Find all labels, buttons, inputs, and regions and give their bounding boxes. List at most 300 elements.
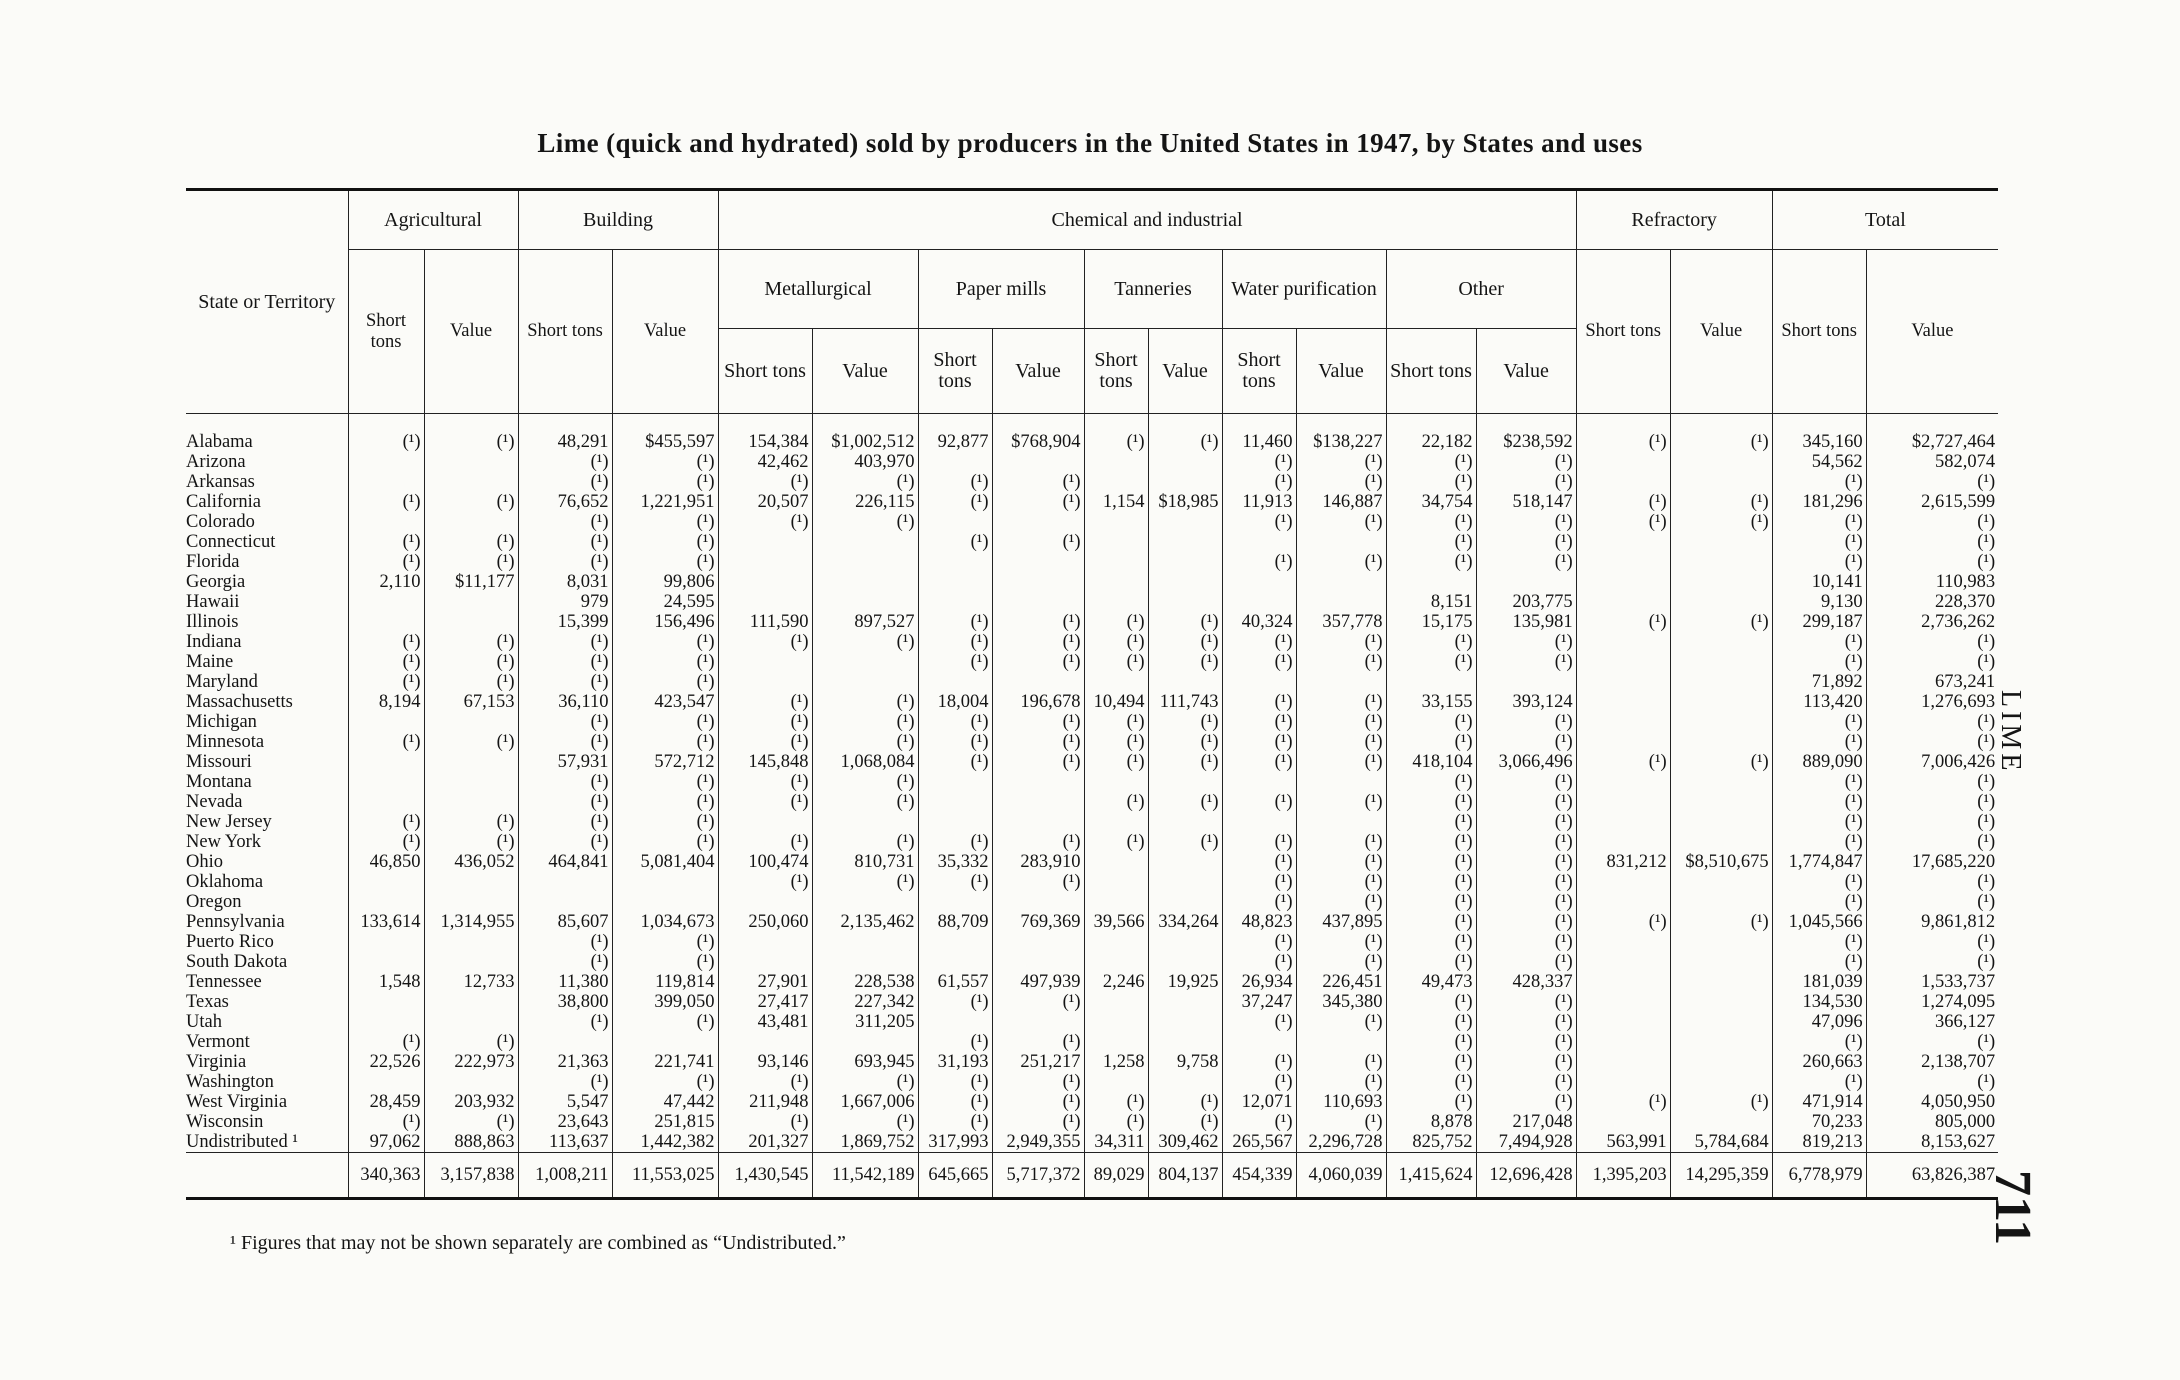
table-cell: 251,815 [612, 1112, 718, 1132]
table-cell: (¹) [918, 632, 992, 652]
table-cell [1576, 632, 1670, 652]
table-cell: 299,187 [1772, 612, 1866, 632]
table-cell: (¹) [1476, 872, 1576, 892]
table-cell: (¹) [1386, 932, 1476, 952]
table-cell [812, 532, 918, 552]
total-cell: 645,665 [918, 1153, 992, 1199]
table-cell [1222, 772, 1296, 792]
building-value-header: Value [612, 250, 718, 414]
table-cell: (¹) [1386, 812, 1476, 832]
table-row [186, 592, 1998, 612]
table-cell: (¹) [1386, 1052, 1476, 1072]
table-cell [1148, 1032, 1222, 1052]
table-cell: (¹) [424, 532, 518, 552]
table-cell: (¹) [1576, 612, 1670, 632]
table-cell: 20,507 [718, 492, 812, 512]
table-cell [918, 1012, 992, 1032]
table-cell: 99,806 [612, 572, 718, 592]
table-cell: (¹) [1866, 952, 1998, 972]
table-cell: (¹) [918, 472, 992, 492]
table-cell: (¹) [612, 652, 718, 672]
total-cell: 11,542,189 [812, 1153, 918, 1199]
table-cell: 436,052 [424, 852, 518, 872]
table-cell: (¹) [718, 772, 812, 792]
table-cell [1670, 672, 1772, 692]
table-cell: (¹) [918, 532, 992, 552]
table-cell: (¹) [1222, 652, 1296, 672]
table-cell: 46,850 [348, 852, 424, 872]
table-cell: (¹) [1772, 772, 1866, 792]
chemical-industrial-header: Chemical and industrial [718, 190, 1576, 250]
table-cell: 497,939 [992, 972, 1084, 992]
table-cell [1084, 552, 1148, 572]
table-cell [518, 872, 612, 892]
table-cell: 181,296 [1772, 492, 1866, 512]
table-cell: 810,731 [812, 852, 918, 872]
table-cell [1296, 812, 1386, 832]
table-cell [1084, 572, 1148, 592]
table-cell: 1,533,737 [1866, 972, 1998, 992]
tanneries-value-header: Value [1148, 329, 1222, 414]
table-cell: 11,460 [1222, 414, 1296, 453]
table-cell [918, 952, 992, 972]
state-name-cell: Wisconsin [186, 1112, 264, 1132]
table-cell: $2,727,464 [1866, 414, 1998, 453]
table-cell [348, 752, 424, 772]
table-cell: (¹) [1222, 512, 1296, 532]
table-row [186, 752, 1998, 772]
table-cell: (¹) [992, 1092, 1084, 1112]
table-cell: (¹) [1084, 752, 1148, 772]
table-cell: (¹) [1386, 632, 1476, 652]
table-cell [518, 1032, 612, 1052]
table-cell: (¹) [518, 772, 612, 792]
table-cell [1296, 532, 1386, 552]
table-cell [1670, 812, 1772, 832]
table-cell: $11,177 [424, 572, 518, 592]
table-cell: (¹) [1866, 532, 1998, 552]
table-cell [424, 772, 518, 792]
table-row [186, 952, 1998, 972]
table-cell: 17,685,220 [1866, 852, 1998, 872]
paper-mills-header: Paper mills [918, 250, 1084, 329]
table-cell: (¹) [348, 1032, 424, 1052]
state-name-cell: South Dakota [186, 952, 288, 972]
water-purification-short-tons-header: Short tons [1222, 329, 1296, 414]
agricultural-short-tons-header: Short tons [348, 250, 424, 414]
table-row [186, 872, 1998, 892]
table-cell: 8,194 [348, 692, 424, 712]
table-cell: (¹) [1866, 792, 1998, 812]
table-cell [918, 672, 992, 692]
table-cell: 217,048 [1476, 1112, 1576, 1132]
state-name-cell: Colorado [186, 512, 255, 532]
table-cell: (¹) [1222, 932, 1296, 952]
state-header: State or Territory [186, 190, 348, 414]
table-cell [1670, 972, 1772, 992]
running-head-lime: LIME [1995, 690, 2026, 775]
table-cell: (¹) [1222, 852, 1296, 872]
table-cell: 897,527 [812, 612, 918, 632]
table-cell: (¹) [1084, 1092, 1148, 1112]
table-cell: (¹) [918, 1032, 992, 1052]
total-cell: 1,430,545 [718, 1153, 812, 1199]
table-cell: 8,878 [1386, 1112, 1476, 1132]
table-cell: 5,784,684 [1670, 1132, 1772, 1153]
table-cell: (¹) [1866, 712, 1998, 732]
table-cell: (¹) [518, 472, 612, 492]
state-name-cell: Maine [186, 652, 234, 672]
table-cell: 201,327 [718, 1132, 812, 1153]
table-cell: (¹) [718, 792, 812, 812]
table-cell: (¹) [1084, 712, 1148, 732]
tanneries-header: Tanneries [1084, 250, 1222, 329]
total-cell: 6,778,979 [1772, 1153, 1866, 1199]
table-cell [1148, 992, 1222, 1012]
table-cell: (¹) [518, 792, 612, 812]
table-cell: (¹) [1386, 512, 1476, 532]
table-cell: 2,736,262 [1866, 612, 1998, 632]
table-cell: (¹) [812, 472, 918, 492]
table-cell: (¹) [718, 732, 812, 752]
table-cell: 7,494,928 [1476, 1132, 1576, 1153]
table-row [186, 892, 1998, 912]
building-short-tons-header: Short tons [518, 250, 612, 414]
table-cell: (¹) [1576, 512, 1670, 532]
table-cell: (¹) [718, 512, 812, 532]
table-cell: (¹) [1476, 712, 1576, 732]
table-cell [348, 892, 424, 912]
table-cell: 345,380 [1296, 992, 1386, 1012]
table-cell: (¹) [992, 652, 1084, 672]
table-cell: (¹) [612, 1072, 718, 1092]
table-cell: (¹) [1296, 1112, 1386, 1132]
table-cell: (¹) [612, 812, 718, 832]
table-cell: (¹) [1772, 732, 1866, 752]
table-cell: (¹) [1476, 932, 1576, 952]
footnote: ¹ Figures that may not be shown separately are combined as “Undistributed.” [230, 1232, 846, 1254]
table-cell: (¹) [518, 1012, 612, 1032]
table-cell: (¹) [424, 632, 518, 652]
table-cell: (¹) [918, 732, 992, 752]
table-cell: 43,481 [718, 1012, 812, 1032]
table-cell: 10,141 [1772, 572, 1866, 592]
table-cell: 260,663 [1772, 1052, 1866, 1072]
total-cell: 3,157,838 [424, 1153, 518, 1199]
table-cell [718, 532, 812, 552]
table-cell: 251,217 [992, 1052, 1084, 1072]
table-cell: (¹) [918, 992, 992, 1012]
totals-row [186, 1153, 1998, 1199]
table-cell: 119,814 [612, 972, 718, 992]
table-cell [1084, 592, 1148, 612]
table-cell [812, 1032, 918, 1052]
table-cell [1670, 792, 1772, 812]
table-cell: (¹) [1296, 852, 1386, 872]
metallurgical-header: Metallurgical [718, 250, 918, 329]
table-cell: (¹) [612, 952, 718, 972]
table-cell: (¹) [518, 1072, 612, 1092]
total-header: Total [1772, 190, 1998, 250]
table-cell [1222, 672, 1296, 692]
table-cell: (¹) [612, 712, 718, 732]
table-cell: (¹) [1476, 852, 1576, 872]
table-cell: 5,547 [518, 1092, 612, 1112]
table-cell [918, 452, 992, 472]
table-cell: 37,247 [1222, 992, 1296, 1012]
table-cell [612, 1032, 718, 1052]
table-cell: (¹) [518, 552, 612, 572]
table-cell: (¹) [1222, 452, 1296, 472]
state-name-cell: Utah [186, 1012, 222, 1032]
table-cell: (¹) [518, 652, 612, 672]
table-cell: 67,153 [424, 692, 518, 712]
table-cell [992, 572, 1084, 592]
table-cell: (¹) [348, 812, 424, 832]
table-cell: 825,752 [1386, 1132, 1476, 1153]
table-cell [348, 512, 424, 532]
water-purification-header: Water purification [1222, 250, 1386, 329]
table-cell: 888,863 [424, 1132, 518, 1153]
table-cell: (¹) [1084, 792, 1148, 812]
table-cell: (¹) [518, 932, 612, 952]
table-cell [992, 452, 1084, 472]
table-cell: (¹) [1222, 632, 1296, 652]
table-row [186, 1012, 1998, 1032]
paper-mills-short-tons-header: Short tons [918, 329, 992, 414]
table-cell: (¹) [1084, 612, 1148, 632]
table-cell: 228,538 [812, 972, 918, 992]
table-cell: $138,227 [1296, 414, 1386, 453]
table-cell: (¹) [1296, 1012, 1386, 1032]
table-cell: (¹) [1772, 792, 1866, 812]
table-cell: (¹) [1222, 1052, 1296, 1072]
table-cell [812, 592, 918, 612]
table-cell: 110,693 [1296, 1092, 1386, 1112]
table-cell [918, 552, 992, 572]
table-cell: (¹) [992, 832, 1084, 852]
table-cell: (¹) [518, 952, 612, 972]
table-cell: 88,709 [918, 912, 992, 932]
table-cell: (¹) [1084, 414, 1148, 453]
table-cell: (¹) [918, 612, 992, 632]
table-cell: (¹) [1476, 1092, 1576, 1112]
table-cell: 1,154 [1084, 492, 1148, 512]
table-cell: (¹) [612, 672, 718, 692]
totals-label-cell [186, 1153, 348, 1199]
state-name-cell: New York [186, 832, 262, 852]
table-cell: (¹) [424, 812, 518, 832]
table-cell: (¹) [518, 832, 612, 852]
table-cell [1576, 772, 1670, 792]
table-cell: (¹) [1866, 932, 1998, 952]
table-cell: 145,848 [718, 752, 812, 772]
table-cell: 110,983 [1866, 572, 1998, 592]
table-cell [612, 892, 718, 912]
table-cell: 211,948 [718, 1092, 812, 1112]
table-cell: (¹) [1772, 632, 1866, 652]
table-cell [348, 612, 424, 632]
table-cell: 10,494 [1084, 692, 1148, 712]
table-cell [348, 472, 424, 492]
table-cell [812, 652, 918, 672]
table-cell: (¹) [1476, 912, 1576, 932]
table-cell [1670, 1112, 1772, 1132]
table-cell: (¹) [918, 492, 992, 512]
table-cell [1084, 892, 1148, 912]
table-cell [918, 512, 992, 532]
table-cell: (¹) [612, 632, 718, 652]
table-cell: 8,153,627 [1866, 1132, 1998, 1153]
table-cell: (¹) [1866, 632, 1998, 652]
table-cell [1670, 472, 1772, 492]
table-cell: (¹) [1866, 1032, 1998, 1052]
table-cell [1670, 832, 1772, 852]
table-cell: (¹) [1866, 652, 1998, 672]
table-cell [992, 772, 1084, 792]
table-cell: 464,841 [518, 852, 612, 872]
table-title: Lime (quick and hydrated) sold by producers in the United States in 1947, by States and uses [537, 128, 1643, 158]
table-cell: (¹) [612, 512, 718, 532]
table-cell [1222, 812, 1296, 832]
table-cell [348, 792, 424, 812]
table-cell: (¹) [1222, 712, 1296, 732]
table-cell: (¹) [424, 672, 518, 692]
table-cell: (¹) [518, 512, 612, 532]
table-cell [1670, 932, 1772, 952]
table-cell: (¹) [812, 772, 918, 792]
table-row [186, 692, 1998, 712]
table-cell [992, 812, 1084, 832]
table-cell [1576, 1052, 1670, 1072]
table-cell: (¹) [992, 1032, 1084, 1052]
table-cell: (¹) [1222, 1012, 1296, 1032]
table-cell [1670, 872, 1772, 892]
table-cell: 889,090 [1772, 752, 1866, 772]
table-cell: 283,910 [992, 852, 1084, 872]
table-cell [1576, 1032, 1670, 1052]
table-cell: (¹) [1084, 1112, 1148, 1132]
table-cell: (¹) [1576, 492, 1670, 512]
table-cell [1576, 1072, 1670, 1092]
table-cell: (¹) [1476, 892, 1576, 912]
table-cell [718, 952, 812, 972]
state-name-cell: Virginia [186, 1052, 247, 1072]
table-cell [1148, 672, 1222, 692]
table-cell [1084, 952, 1148, 972]
state-name-cell: Connecticut [186, 532, 276, 552]
refractory-value-header: Value [1670, 250, 1772, 414]
table-cell [1476, 672, 1576, 692]
table-cell [918, 772, 992, 792]
table-cell: (¹) [612, 552, 718, 572]
table-cell: (¹) [1576, 414, 1670, 453]
table-cell: (¹) [1084, 632, 1148, 652]
table-cell: (¹) [1670, 512, 1772, 532]
table-cell: (¹) [424, 732, 518, 752]
table-cell: 399,050 [612, 992, 718, 1012]
table-cell [1670, 572, 1772, 592]
table-cell: (¹) [1476, 772, 1576, 792]
table-body [186, 414, 1998, 1153]
table-cell: 34,311 [1084, 1132, 1148, 1153]
table-cell [424, 1072, 518, 1092]
table-cell [424, 512, 518, 532]
table-cell: $455,597 [612, 414, 718, 453]
table-cell [1670, 552, 1772, 572]
table-cell: 27,417 [718, 992, 812, 1012]
table-cell: (¹) [1222, 752, 1296, 772]
table-cell: (¹) [518, 672, 612, 692]
table-row [186, 672, 1998, 692]
table-cell: $8,510,675 [1670, 852, 1772, 872]
table-cell [1576, 932, 1670, 952]
table-cell [1222, 572, 1296, 592]
table-cell: 805,000 [1866, 1112, 1998, 1132]
table-cell: (¹) [1296, 452, 1386, 472]
table-cell: (¹) [1296, 832, 1386, 852]
table-cell [1084, 1012, 1148, 1032]
table-cell [1670, 692, 1772, 712]
state-name-cell: Oregon [186, 892, 242, 912]
table-cell [718, 1032, 812, 1052]
table-cell: (¹) [1386, 952, 1476, 972]
table-cell: (¹) [1222, 952, 1296, 972]
table-cell: (¹) [992, 532, 1084, 552]
table-cell: 113,420 [1772, 692, 1866, 712]
table-cell: (¹) [1866, 892, 1998, 912]
table-cell [1576, 792, 1670, 812]
table-cell: (¹) [348, 652, 424, 672]
state-name-cell: Arkansas [186, 472, 255, 492]
table-cell [718, 812, 812, 832]
table-cell: 4,050,950 [1866, 1092, 1998, 1112]
table-cell: (¹) [1296, 792, 1386, 812]
table-cell [1084, 872, 1148, 892]
table-cell: (¹) [1222, 892, 1296, 912]
table-cell: (¹) [1866, 812, 1998, 832]
table-cell: (¹) [1386, 852, 1476, 872]
table-cell [1084, 852, 1148, 872]
table-cell: (¹) [918, 872, 992, 892]
table-cell: (¹) [1670, 1092, 1772, 1112]
table-cell: 222,973 [424, 1052, 518, 1072]
table-cell: (¹) [518, 532, 612, 552]
table-cell: (¹) [992, 472, 1084, 492]
table-cell [1148, 592, 1222, 612]
table-cell: (¹) [992, 612, 1084, 632]
table-cell: (¹) [718, 472, 812, 492]
table-cell: (¹) [1386, 992, 1476, 1012]
table-cell: (¹) [1222, 1112, 1296, 1132]
table-cell: (¹) [992, 872, 1084, 892]
table-cell [812, 552, 918, 572]
table-cell: (¹) [1386, 1012, 1476, 1032]
table-cell: 203,775 [1476, 592, 1576, 612]
table-cell [718, 932, 812, 952]
state-name-cell: Montana [186, 772, 252, 792]
table-cell: (¹) [1476, 1072, 1576, 1092]
table-cell [1148, 1012, 1222, 1032]
table-cell [1576, 712, 1670, 732]
state-name-cell: Pennsylvania [186, 912, 285, 932]
table-cell: 92,877 [918, 414, 992, 453]
state-name-cell: Arizona [186, 452, 246, 472]
table-cell: (¹) [1476, 992, 1576, 1012]
table-cell: (¹) [612, 472, 718, 492]
table-cell [1670, 1032, 1772, 1052]
table-cell: (¹) [1866, 772, 1998, 792]
